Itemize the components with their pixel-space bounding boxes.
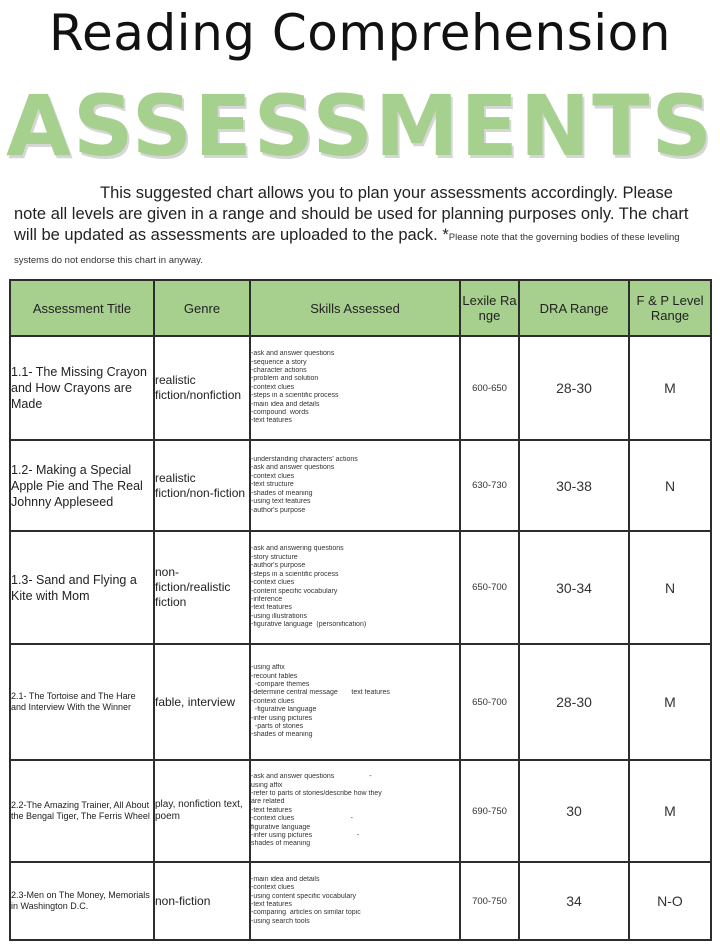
skill-item: -using text features xyxy=(251,498,311,506)
skill-item: -inference xyxy=(251,595,283,603)
table-row xyxy=(10,531,711,644)
row-dra: 30-34 xyxy=(519,531,629,644)
row-genre: fable, interview xyxy=(154,644,250,760)
row-genre: realistic fiction/nonfiction xyxy=(154,336,250,440)
row-skills xyxy=(250,531,460,644)
row-genre: play, nonfiction text, poem xyxy=(154,760,250,862)
skill-item: -ask and answer questions - xyxy=(251,773,372,781)
skill-item: -comparing articles on similar topic xyxy=(251,909,361,917)
skill-item: -content specific vocabulary xyxy=(251,587,338,595)
row-title: 2.2-The Amazing Trainer, All About the Bengal Tiger, The Ferris Wheel xyxy=(10,760,154,862)
skill-item: -steps in a scientific process xyxy=(251,392,339,400)
skill-item: -steps in a scientific process xyxy=(251,570,339,578)
skill-item: -context clues - xyxy=(251,815,353,823)
skill-item: -context clues xyxy=(251,383,295,391)
skill-item: -author's purpose xyxy=(251,506,306,514)
skill-item: -parts of stories xyxy=(251,723,304,731)
row-fp: N xyxy=(629,531,711,644)
row-fp: N xyxy=(629,440,711,531)
row-fp: M xyxy=(629,644,711,760)
row-genre: non-fiction xyxy=(154,862,250,940)
skill-item: -text features xyxy=(251,417,292,425)
skill-item: -text structure xyxy=(251,481,294,489)
skill-item: -refer to parts of stories/describe how they xyxy=(251,789,382,797)
header-genre: Genre xyxy=(154,280,250,336)
skill-item: -text features xyxy=(251,901,292,908)
skill-item: -author's purpose xyxy=(251,562,306,570)
row-fp: M xyxy=(629,760,711,862)
skill-item: -shades of meaning xyxy=(251,489,313,497)
table-row xyxy=(10,644,711,760)
skill-item: -character actions xyxy=(251,366,307,374)
table-row xyxy=(10,336,711,440)
skill-item: -understanding characters' actions xyxy=(251,456,358,464)
row-title: 1.3- Sand and Flying a Kite with Mom xyxy=(10,531,154,644)
assessment-chart xyxy=(9,279,712,941)
intro-asterisk: * xyxy=(442,226,449,244)
title-line-2: ASSESSMENTS xyxy=(6,77,714,175)
row-title: 1.1- The Missing Crayon and How Crayons are Made xyxy=(10,336,154,440)
skill-item: -figurative language (personification) xyxy=(251,621,367,629)
skill-item: -ask and answering questions xyxy=(251,545,344,553)
skill-item: figurative language xyxy=(251,823,311,831)
row-skills xyxy=(250,336,460,440)
row-dra: 28-30 xyxy=(519,336,629,440)
row-skills xyxy=(250,862,460,940)
skill-item: -determine central message text features xyxy=(251,689,390,697)
row-fp: M xyxy=(629,336,711,440)
skill-item: -problem and solution xyxy=(251,375,319,383)
skill-item: shades of meaning xyxy=(251,840,311,848)
skill-item: -using illustrations xyxy=(251,612,308,620)
skill-item: -compare themes xyxy=(251,680,310,688)
row-dra: 30 xyxy=(519,760,629,862)
skill-item: -story structure xyxy=(251,553,298,561)
table-row xyxy=(10,862,711,940)
row-genre: non-fiction/realistic fiction xyxy=(154,531,250,644)
skill-item: -infer using pictures - xyxy=(251,832,360,840)
row-title: 1.2- Making a Special Apple Pie and The Real Johnny Appleseed xyxy=(10,440,154,531)
row-lexile: 690-750 xyxy=(460,760,519,862)
skill-item: -text features xyxy=(251,604,292,612)
row-dra: 34 xyxy=(519,862,629,940)
skill-item: -sequence a story xyxy=(251,358,307,366)
skill-item: -context clues xyxy=(251,579,295,587)
row-fp: N-O xyxy=(629,862,711,940)
row-lexile: 630-730 xyxy=(460,440,519,531)
skill-item: -recount fables xyxy=(251,672,298,680)
header-fp-level-range: F & P Level Range xyxy=(629,280,711,336)
title-line-1: Reading Comprehension xyxy=(49,4,671,62)
row-dra: 28-30 xyxy=(519,644,629,760)
row-lexile: 650-700 xyxy=(460,644,519,760)
header-lexile-range: Lexile Range xyxy=(460,280,519,336)
table-header-row xyxy=(10,280,711,336)
skill-item: -context clues xyxy=(251,884,295,892)
row-dra: 30-38 xyxy=(519,440,629,531)
table-row xyxy=(10,760,711,862)
skill-item: -compound words xyxy=(251,409,309,417)
header-skills-assessed: Skills Assessed xyxy=(250,280,460,336)
row-lexile: 700-750 xyxy=(460,862,519,940)
skill-item: -infer using pictures xyxy=(251,714,313,722)
skill-item: -context clues xyxy=(251,472,295,480)
row-skills xyxy=(250,440,460,531)
row-skills xyxy=(250,644,460,760)
skill-item: -main idea and details xyxy=(251,875,320,883)
intro-paragraph xyxy=(14,183,708,271)
skill-item: using affix xyxy=(251,781,283,789)
row-lexile: 650-700 xyxy=(460,531,519,644)
header-dra-range: DRA Range xyxy=(519,280,629,336)
row-skills xyxy=(250,760,460,862)
skill-item: -figurative language xyxy=(251,706,317,714)
skill-item: -main idea and details xyxy=(251,400,320,408)
skill-item: are related xyxy=(251,798,285,806)
table-row xyxy=(10,440,711,531)
skill-item: -using content specific vocabulary xyxy=(251,892,357,900)
skill-item: -using affix xyxy=(251,664,285,672)
skill-item: -text features xyxy=(251,806,292,814)
row-title: 2.1- The Tortoise and The Hare and Interview With the Winner xyxy=(10,644,154,760)
intro-disclaimer: Please note that the governing bodies of these leveling systems do not endorse this chart in anyway. xyxy=(14,232,680,266)
skill-item: -context clues xyxy=(251,697,295,705)
skill-item: -ask and answer questions xyxy=(251,350,335,358)
header-assessment-title: Assessment Title xyxy=(10,280,154,336)
row-genre: realistic fiction/non-fiction xyxy=(154,440,250,531)
row-lexile: 600-650 xyxy=(460,336,519,440)
skill-item: -ask and answer questions xyxy=(251,464,335,472)
intro-main-text: This suggested chart allows you to plan your assessments accordingly. Please note all levels are given in a range and should be used for planning purposes only. The chart will be updated as assessments are uploaded to the pack. xyxy=(14,184,689,244)
skill-item: -using search tools xyxy=(251,917,310,925)
row-title: 2.3-Men on The Money, Memorials in Washington D.C. xyxy=(10,862,154,940)
skill-item: -shades of meaning xyxy=(251,731,313,739)
